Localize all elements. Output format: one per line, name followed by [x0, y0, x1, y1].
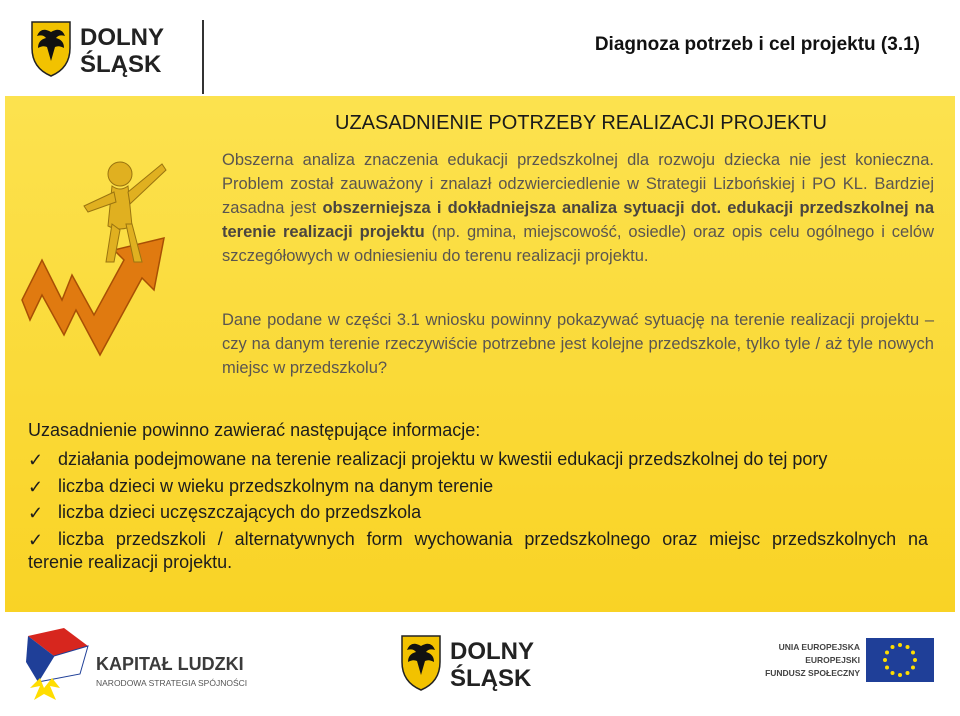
rising-arrow-icon: [22, 238, 164, 355]
checkmark-icon: ✓: [28, 503, 44, 523]
paragraph-analysis: [222, 148, 934, 268]
eu-star-icon: [906, 645, 910, 649]
checkmark-icon: ✓: [28, 476, 44, 497]
eu-text-line1: UNIA EUROPEJSKA: [778, 642, 860, 652]
eu-star-icon: [911, 651, 915, 655]
eu-star-icon: [898, 673, 902, 677]
eu-star-icon: [913, 658, 917, 662]
list-item: [28, 473, 928, 500]
list-item: [28, 499, 928, 526]
page-title: Diagnoza potrzeb i cel projektu (3.1): [594, 34, 920, 55]
list-item: [28, 526, 928, 553]
eu-text-line2: EUROPEJSKI: [805, 655, 860, 665]
paragraph-data: Dane podane w części 3.1 wniosku powinny pokazywać sytuację na terenie realizacji projektu – czy na danym terenie rzeczywiście potrzebne jest kolejne przedszkole, tylko tyle / aż tyle nowych miejsc w przedszkolu?: [222, 311, 934, 377]
kl-title: KAPITAŁ LUDZKI: [96, 654, 244, 674]
paragraph-analysis-part2: (np. gmina, miejscowość, osiedle) oraz opis celu ogólnego i celów szczegółowych w odniesieniu do terenu realizacji projektu.: [222, 223, 934, 265]
growth-figure-illustration: [14, 150, 204, 410]
eu-star-icon: [883, 658, 887, 662]
eu-star-icon: [885, 651, 889, 655]
logo-text-line1: DOLNY: [80, 24, 164, 51]
list-item-text: liczba dzieci w wieku przedszkolnym na danym terenie: [58, 475, 494, 496]
checkmark-icon: ✓: [28, 450, 44, 470]
paragraph-analysis-emphasis: obszerniejsza i dokładniejsza analiza sytuacji dot. edukacji przedszkolnej na terenie realizacji projektu: [222, 199, 935, 241]
footer-logo-text-line2: ŚLĄSK: [450, 665, 532, 692]
kl-subtitle: NARODOWA STRATEGIA SPÓJNOŚCI: [96, 678, 248, 688]
eu-star-icon: [891, 645, 895, 649]
eu-star-icon: [906, 671, 910, 675]
dolny-slask-logo: [28, 18, 198, 78]
checkmark-icon: ✓: [28, 529, 44, 550]
kapital-ludzki-emblem-icon: [26, 628, 88, 700]
header-divider: [202, 20, 204, 94]
dolny-slask-footer-logo: [398, 630, 568, 694]
list-item-text: liczba dzieci uczęszczających do przedszkola: [58, 502, 422, 522]
list-heading: Uzasadnienie powinno zawierać następujące informacje:: [28, 420, 481, 440]
kapital-ludzki-logo: [24, 626, 284, 708]
list-item-text: działania podejmowane na terenie realizacji projektu w kwestii edukacji przedszkolnej do tej pory: [58, 449, 828, 469]
list-item-continuation: terenie realizacji projektu.: [28, 552, 233, 572]
logo-text-line2: ŚLĄSK: [80, 51, 162, 78]
eagle-shield-icon: [402, 636, 440, 690]
list-item-text: liczba przedszkoli / alternatywnych form wychowania przedszkolnego oraz miejsc przedszkolnych na: [58, 528, 928, 549]
eagle-shield-icon: [32, 22, 70, 76]
eu-flag-icon: [866, 638, 934, 682]
requirements-list: [28, 446, 928, 552]
eu-social-fund-logo: [760, 636, 936, 684]
eu-star-icon: [911, 666, 915, 670]
eu-text-line3: FUNDUSZ SPOŁECZNY: [765, 668, 860, 678]
list-item: [28, 446, 928, 473]
footer-logo-text-line1: DOLNY: [450, 638, 534, 665]
paragraph-analysis-part1: Obszerna analiza znaczenia edukacji przedszkolnej dla rozwoju dziecka nie jest konieczna. Problem został zauważony i znalazł odzwierciedlenie w Strategii Lizbońskiej i PO KL. Bardziej zasadna jest: [222, 151, 934, 217]
section-title: UZASADNIENIE POTRZEBY REALIZACJI PROJEKTU: [335, 112, 827, 134]
eu-star-icon: [885, 666, 889, 670]
eu-star-icon: [891, 671, 895, 675]
eu-star-icon: [898, 643, 902, 647]
